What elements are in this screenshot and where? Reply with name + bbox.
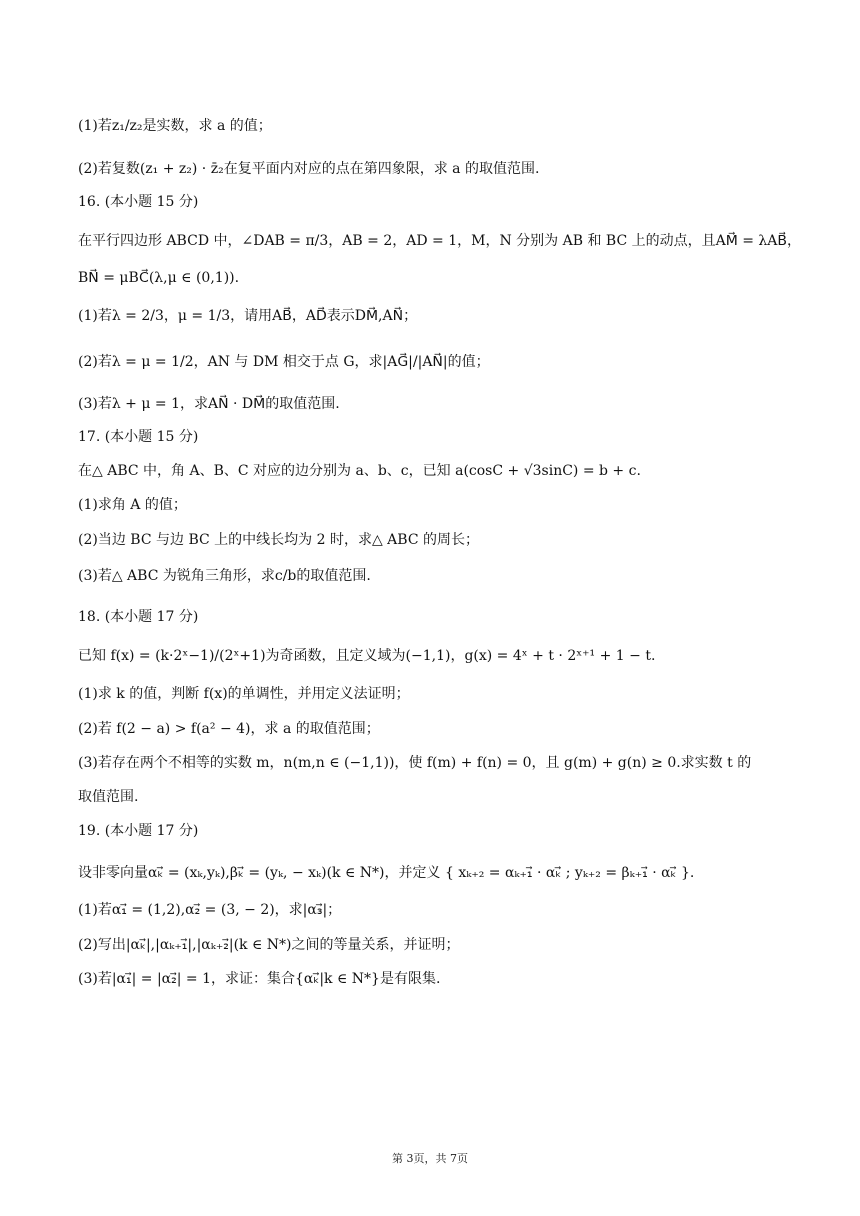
problem18-stem: 已知 f(x) = (k·2ˣ−1)/(2ˣ+1)为奇函数，且定义域为(−1,1)，g(x) = 4ˣ + t · 2ˣ⁺¹ + 1 − t. <box>78 648 656 664</box>
problem19-part3: (3)若|α₁⃗| = |α₂⃗| = 1，求证：集合{αₖ⃗|k ∈ N*}是有限集. <box>78 971 441 987</box>
page-footer: 第 3页，共 7页 <box>392 1152 468 1165</box>
problem19-header: 19. (本小题 17 分) <box>78 823 199 839</box>
problem17-part2: (2)当边 BC 与边 BC 上的中线长均为 2 时，求△ ABC 的周长； <box>78 532 479 548</box>
problem18-part1: (1)求 k 的值，判断 f(x)的单调性，并用定义法证明； <box>78 686 410 702</box>
problem16-header: 16. (本小题 15 分) <box>78 194 199 210</box>
problem18-header: 18. (本小题 17 分) <box>78 609 199 625</box>
problem15-part2: (2)若复数(z₁ + z₂) · z̄₂在复平面内对应的点在第四象限，求 a 的取值范围. <box>78 161 540 177</box>
problem18-part3-line1: (3)若存在两个不相等的实数 m，n(m,n ∈ (−1,1))，使 f(m) + f(n) = 0，且 g(m) + g(n) ≥ 0.求实数 t 的 <box>78 755 752 771</box>
problem16-part2: (2)若λ = μ = 1/2，AN 与 DM 相交于点 G，求|AG⃗|/|AN⃗|的值； <box>78 354 490 370</box>
problem19-part1: (1)若α₁⃗ = (1,2),α₂⃗ = (3, − 2)，求|α₃⃗|； <box>78 902 342 918</box>
problem17-header: 17. (本小题 15 分) <box>78 429 199 445</box>
problem17-part3: (3)若△ ABC 为锐角三角形，求c/b的取值范围. <box>78 568 371 584</box>
problem18-part3-line2: 取值范围. <box>78 789 139 805</box>
problem17-part1: (1)求角 A 的值； <box>78 497 187 513</box>
problem17-stem: 在△ ABC 中，角 A、B、C 对应的边分别为 a、b、c，已知 a(cosC + √3sinC) = b + c. <box>78 463 641 479</box>
problem16-stem-line2: BN⃗ = μBC⃗(λ,μ ∈ (0,1)). <box>78 270 240 286</box>
problem18-part2: (2)若 f(2 − a) > f(a² − 4)，求 a 的取值范围； <box>78 721 380 737</box>
problem16-part3: (3)若λ + μ = 1，求AN⃗ · DM⃗的取值范围. <box>78 396 340 412</box>
problem16-stem-line1: 在平行四边形 ABCD 中，∠DAB = π/3，AB = 2，AD = 1，M，N 分别为 AB 和 BC 上的动点，且AM⃗ = λAB⃗， <box>78 233 802 249</box>
problem15-part1: (1)若z₁/z₂是实数，求 a 的值； <box>78 118 272 134</box>
problem16-part1: (1)若λ = 2/3，μ = 1/3，请用AB⃗，AD⃗表示DM⃗,AN⃗； <box>78 308 418 324</box>
problem19-part2: (2)写出|αₖ⃗|,|αₖ₊₁⃗|,|αₖ₊₂⃗|(k ∈ N*)之间的等量关系，并证明； <box>78 937 460 953</box>
problem19-stem: 设非零向量αₖ⃗ = (xₖ,yₖ),βₖ⃗ = (yₖ, − xₖ)(k ∈ N*)，并定义 { xₖ₊₂ = αₖ₊₁⃗ · αₖ⃗ ; yₖ₊₂ = βₖ₊₁⃗ · αₖ⃗ }. <box>78 865 695 881</box>
